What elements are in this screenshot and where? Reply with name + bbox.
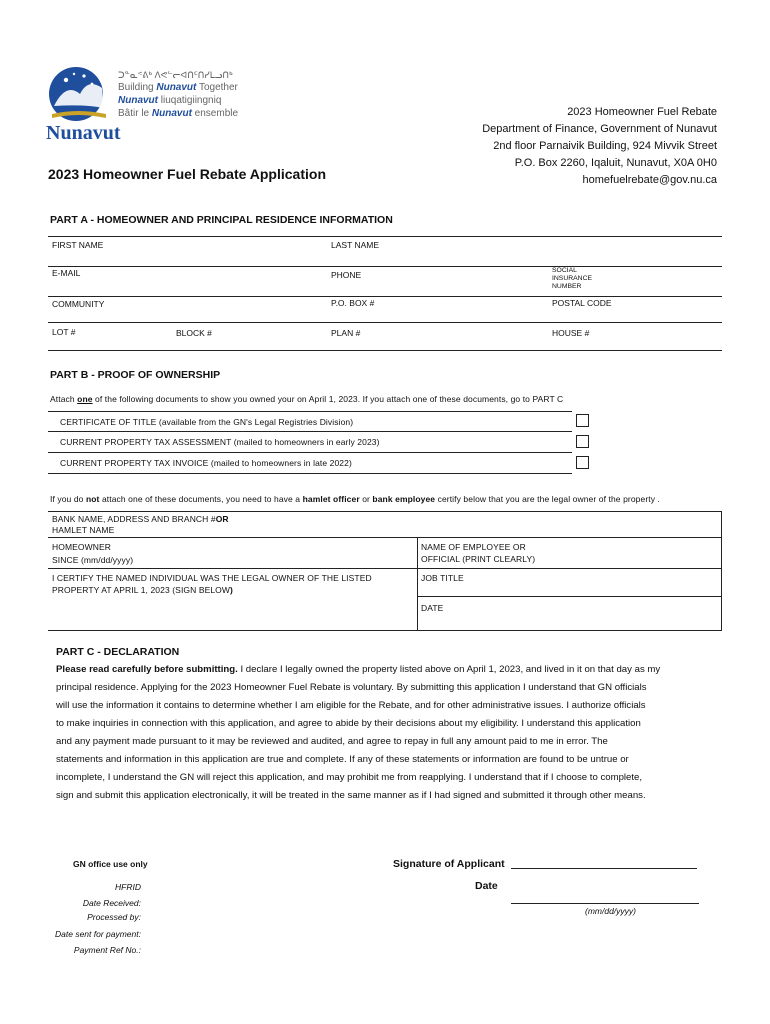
partC-title: PART C - DECLARATION — [56, 646, 180, 658]
sin-label-1: SOCIAL — [552, 267, 577, 274]
cert-date-field[interactable] — [421, 603, 716, 628]
tagline-iu-post: liuqatigiingniq — [158, 95, 222, 106]
partA-title: PART A - HOMEOWNER AND PRINCIPAL RESIDENCE INFORMATION — [50, 214, 393, 226]
doc-checkbox-assessment[interactable] — [576, 435, 589, 448]
certify-text-2 — [52, 584, 412, 596]
note-text: attach one of these documents, you need to have a — [99, 494, 303, 504]
partB-title: PART B - PROOF OF OWNERSHIP — [50, 369, 221, 381]
declaration-line: principal residence. Applying for the 2023 Homeowner Fuel Rebate is voluntary. By submitting this application I understand that GN officials — [56, 682, 647, 693]
tagline-iu-brand: Nunavut — [118, 95, 158, 106]
tagline-fr-post: ensemble — [191, 108, 239, 119]
postal-code-label: POSTAL CODE — [552, 298, 612, 308]
job-title-label: JOB TITLE — [421, 573, 464, 583]
declaration-lead: Please read carefully before submitting. — [56, 664, 238, 675]
address-line: 2023 Homeowner Fuel Rebate — [567, 106, 717, 118]
logo-tagline-iu — [118, 95, 221, 106]
logo-wordmark: Nunavut — [46, 122, 121, 144]
sin-label-2: INSURANCE — [552, 275, 593, 282]
bank-name-field[interactable] — [52, 514, 712, 536]
declaration-line: to make inquiries in connection with this application, and agree to abide by their decisions about my eligibility. I understand this application — [56, 718, 641, 729]
logo-tagline-en — [118, 82, 238, 93]
note-not: not — [85, 494, 100, 504]
plan-label: PLAN # — [331, 328, 361, 338]
tagline-en-post: Together — [196, 82, 238, 93]
employee-name-label-2: OFFICIAL (PRINT CLEARLY) — [421, 554, 536, 564]
tagline-en-brand: Nunavut — [156, 82, 197, 93]
nunavut-logo — [44, 64, 276, 154]
declaration-line: statements and information in this application are true and complete. If any of these statements or information are found to be untrue or — [56, 754, 629, 765]
email-address[interactable]: homefuelrebate@gov.nu.ca — [582, 174, 717, 186]
note-text: or — [359, 494, 373, 504]
bank-name-text: BANK NAME, ADDRESS AND BRANCH # — [52, 514, 216, 524]
declaration-line-text: I declare I legally owned the property listed above on April 1, 2023, and lived in it on that day as my — [237, 664, 661, 675]
bank-name-or: OR — [215, 514, 229, 524]
office-payment-ref: Payment Ref No.: — [73, 945, 141, 955]
po-box-label: P.O. BOX # — [331, 298, 375, 308]
declaration-line: and any payment made pursuant to it may be reviewed and audited, and agree to repay in full any amount paid to me in error. The — [56, 736, 608, 747]
sign-date-format: (mm/dd/yyyy) — [585, 906, 636, 916]
declaration-line: will use the information it contains to determine whether I am eligible for the Rebate, and for other administrative issues. I authorize officials — [56, 700, 646, 711]
block-label: BLOCK # — [176, 328, 212, 338]
signature-label: Signature of Applicant — [393, 858, 505, 870]
email-label: E-MAIL — [52, 268, 81, 278]
tagline-fr-pre: Bâtir le — [118, 108, 152, 119]
employee-name-label-1: NAME OF EMPLOYEE OR — [421, 542, 526, 552]
postal-code-field[interactable] — [552, 298, 717, 320]
homeowner-since-label-1: HOMEOWNER — [52, 542, 111, 552]
certify-text-2b: ) — [230, 585, 233, 595]
partB-intro — [50, 394, 563, 404]
declaration-line: incomplete, I understand the GN will reject this application, and may prohibit me from reapplying. I understand that if I choose to complete, — [56, 772, 643, 783]
first-name-field[interactable] — [52, 240, 322, 264]
homeowner-since-label-2: SINCE (mm/dd/yyyy) — [52, 555, 134, 565]
last-name-field[interactable] — [331, 240, 711, 264]
po-box-field[interactable] — [331, 298, 541, 320]
declaration-text — [56, 661, 736, 805]
logo-tagline-fr — [118, 108, 238, 119]
doc-option-title: CERTIFICATE OF TITLE (available from the GN's Legal Registries Division) — [60, 417, 354, 427]
tagline-fr-brand: Nunavut — [151, 108, 192, 119]
doc-option-invoice: CURRENT PROPERTY TAX INVOICE (mailed to homeowners in late 2022) — [60, 458, 352, 468]
homeowner-since-field[interactable] — [52, 541, 412, 567]
sign-date-label: Date — [475, 880, 498, 892]
community-label: COMMUNITY — [52, 299, 105, 309]
doc-checkbox-title[interactable] — [576, 414, 589, 427]
lot-label: LOT # — [52, 327, 76, 337]
intro-pre: Attach — [50, 394, 78, 404]
return-address — [482, 104, 717, 189]
block-field[interactable] — [176, 328, 326, 350]
job-title-field[interactable] — [421, 573, 716, 595]
tagline-en-pre: Building — [118, 82, 157, 93]
office-processed-by: Processed by: — [87, 912, 141, 922]
doc-option-assessment: CURRENT PROPERTY TAX ASSESSMENT (mailed to homeowners in early 2023) — [60, 437, 380, 447]
certify-text-1: I CERTIFY THE NAMED INDIVIDUAL WAS THE LEGAL OWNER OF THE LISTED — [52, 573, 372, 583]
sin-label-3: NUMBER — [552, 283, 582, 290]
address-line: P.O. Box 2260, Iqaluit, Nunavut, X0A 0H0 — [514, 157, 717, 169]
declaration-line — [56, 661, 736, 679]
intro-em: one — [77, 394, 93, 404]
note-bank: bank employee — [372, 494, 436, 504]
declaration-line: sign and submit this application electronically, it will be treated in the same manner as if I had signed and submitted it through other means. — [56, 790, 646, 801]
logo-syllabics: ᑐᓐᓇᕝᕕᒃ ᐱᕙᓪᓕᐊᑎᑦᑎᓯᒪᓗᑎᒃ — [118, 70, 233, 80]
office-date-sent: Date sent for payment: — [55, 929, 141, 939]
sign-date-line[interactable] — [511, 903, 699, 904]
house-field[interactable] — [552, 328, 717, 350]
office-date-received: Date Received: — [82, 898, 141, 908]
doc-checkbox-invoice[interactable] — [576, 456, 589, 469]
last-name-label: LAST NAME — [331, 240, 380, 250]
lot-field[interactable] — [52, 327, 167, 349]
first-name-label: FIRST NAME — [52, 240, 104, 250]
note-text: certify below that you are the legal owner of the property . — [435, 494, 660, 504]
email-field[interactable] — [52, 268, 322, 294]
partB-note — [50, 494, 660, 504]
office-hfrid: HFRID — [115, 882, 141, 892]
address-line: 2nd floor Parnaivik Building, 924 Mivvik Street — [493, 140, 717, 152]
employee-name-field[interactable] — [421, 541, 716, 567]
certify-text-2a: PROPERTY AT APRIL 1, 2023 (SIGN BELOW — [52, 585, 231, 595]
phone-label: PHONE — [331, 270, 362, 280]
note-hamlet: hamlet officer — [302, 494, 360, 504]
bank-name-label — [52, 514, 712, 525]
plan-field[interactable] — [331, 328, 541, 350]
hamlet-name-label: HAMLET NAME — [52, 525, 115, 535]
phone-field[interactable] — [331, 270, 541, 294]
note-text: If you do — [50, 494, 86, 504]
signature-line[interactable] — [511, 868, 697, 869]
office-use-title: GN office use only — [73, 859, 148, 869]
cert-date-label: DATE — [421, 603, 444, 613]
community-field[interactable] — [52, 299, 322, 321]
intro-post: of the following documents to show you owned your on April 1, 2023. If you attach one of these documents, go to PART C — [92, 394, 564, 404]
sin-field[interactable] — [552, 267, 717, 295]
certify-signature-field[interactable] — [52, 572, 412, 628]
form-title: 2023 Homeowner Fuel Rebate Application — [48, 166, 326, 182]
address-line: Department of Finance, Government of Nunavut — [482, 123, 717, 135]
house-label: HOUSE # — [552, 328, 590, 338]
